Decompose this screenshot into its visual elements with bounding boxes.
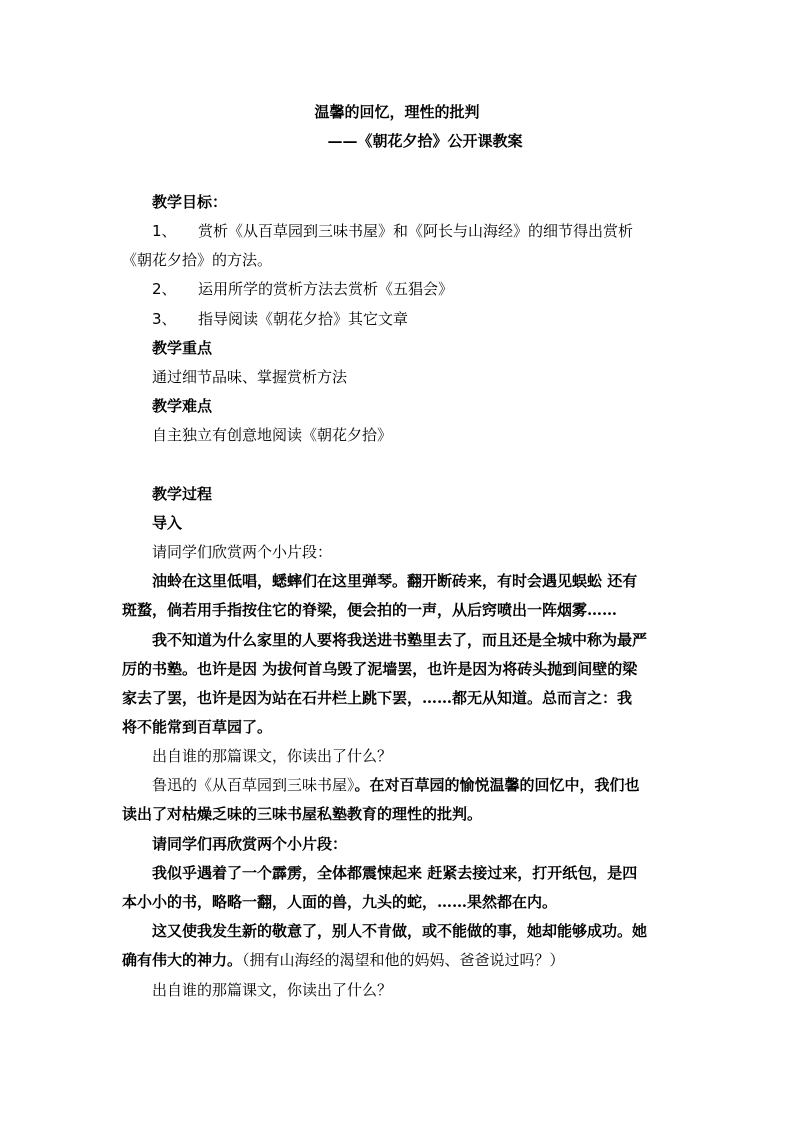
excerpt-2-line-2: 厉的书塾。也许是因 为拔何首乌毁了泥墙罢，也许是因为将砖头抛到间壁的梁 <box>122 660 638 678</box>
goal-1 <box>152 221 633 241</box>
difficulties-heading: 教学难点 <box>152 397 213 415</box>
doc-subtitle: ——《朝花夕拾》公开课教案 <box>327 132 523 150</box>
goal-1-text: 赏析《从百草园到三味书屋》和《阿长与山海经》的细节得出赏析 <box>198 222 634 240</box>
intro-heading: 导入 <box>152 514 183 532</box>
excerpt-1-line-2: 斑蝥，倘若用手指按住它的脊梁，便会拍的一声，从后窍喷出一阵烟雾…… <box>122 601 618 619</box>
excerpt-2-line-3: 家去了罢，也许是因为站在石井栏上跳下罢，……都无从知道。总而言之：我 <box>122 689 633 707</box>
goal-2 <box>152 279 453 299</box>
excerpt-2-line-1: 我不知道为什么家里的人要将我送进书塾里去了，而且还是全城中称为最严 <box>152 631 648 649</box>
excerpt-4-note: （拥有山海经的渴望和他的妈妈、爸爸说过吗？） <box>242 951 565 969</box>
difficulties-text: 自主独立有创意地阅读《朝花夕拾》 <box>152 426 393 444</box>
goal-1-number: 1、 <box>152 222 177 240</box>
excerpt-4-line-2 <box>122 950 565 970</box>
excerpt-2-line-4: 将不能常到百草园了。 <box>122 718 273 736</box>
goal-1-continued: 《朝花夕拾》的方法。 <box>122 251 273 269</box>
goals-heading: 教学目标： <box>152 193 228 211</box>
excerpt-1-line-1: 油蛉在这里低唱，蟋蟀们在这里弹琴。翻开断砖来，有时会遇见蜈蚣 还有 <box>152 572 638 590</box>
doc-title: 温馨的回忆，理性的批判 <box>314 103 480 121</box>
question-2: 出自谁的那篇课文，你读出了什么？ <box>152 981 393 999</box>
answer-1-line-1 <box>152 775 640 795</box>
key-points-heading: 教学重点 <box>152 339 213 357</box>
excerpt-4-line-1: 这又使我发生新的敬意了，别人不肯做，或不能做的事，她却能够成功。她 <box>152 922 648 940</box>
goal-3-text: 指导阅读《朝花夕拾》其它文章 <box>198 310 409 328</box>
goal-2-number: 2、 <box>152 280 177 298</box>
goal-3 <box>152 309 408 329</box>
answer-1-line-2: 读出了对枯燥乏味的三味书屋私塾教育的理性的批判。 <box>122 805 483 823</box>
question-1: 出自谁的那篇课文，你读出了什么？ <box>152 747 393 765</box>
prompt-2: 请同学们再欣赏两个小片段： <box>152 835 348 853</box>
excerpt-3-line-1: 我似乎遇着了一个霹雳，全体都震悚起来 赶紧去接过来，打开纸包，是四 <box>152 864 638 882</box>
excerpt-3-line-2: 本小小的书，略略一翻，人面的兽，九头的蛇，……果然都在内。 <box>122 893 558 911</box>
excerpt-4-text: 确有伟大的神力。 <box>122 951 243 969</box>
answer-1-text: 。在对百草园的愉悦温馨的回忆中，我们也 <box>354 776 640 794</box>
prompt-1: 请同学们欣赏两个小片段： <box>152 543 333 561</box>
key-points-text: 通过细节品味、掌握赏析方法 <box>152 368 348 386</box>
process-heading: 教学过程 <box>152 485 213 503</box>
answer-1-source: 鲁迅的《从百草园到三味书屋》 <box>152 776 355 794</box>
goal-2-text: 运用所学的赏析方法去赏析《五猖会》 <box>198 280 454 298</box>
goal-3-number: 3、 <box>152 310 177 328</box>
